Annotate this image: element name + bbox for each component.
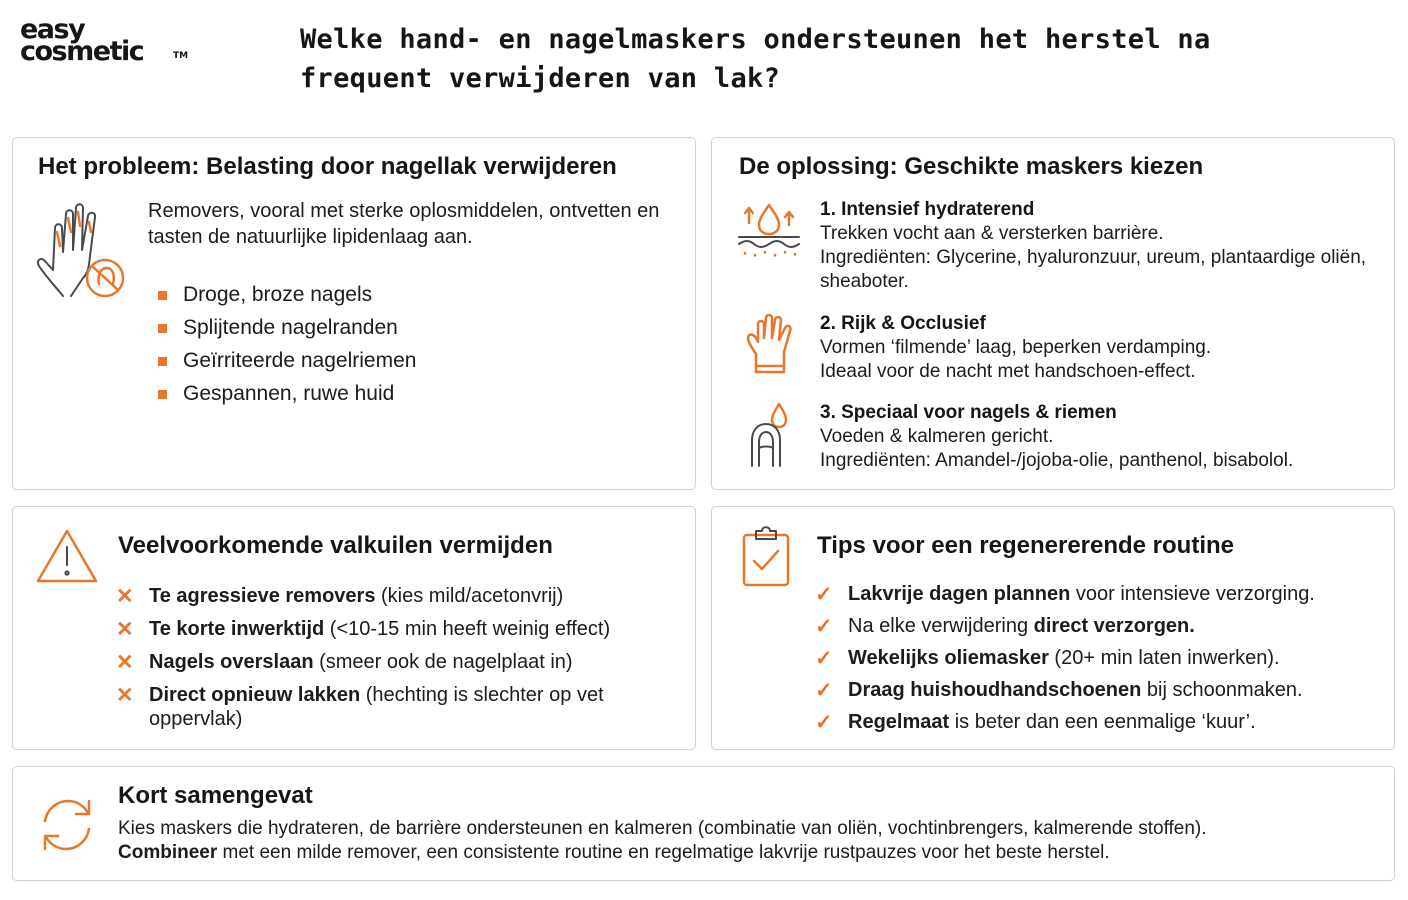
page-title: Welke hand- en nagelmaskers ondersteunen het herstel na frequent verwijderen van lak? — [300, 24, 1211, 94]
solution-item-line: Vormen ‘filmende’ laag, beperken verdamping. — [820, 337, 1212, 358]
summary-card — [12, 766, 1395, 881]
solution-title: De oplossing: Geschikte maskers kiezen — [739, 153, 1204, 180]
list-item: Gespannen, ruwe huid — [158, 380, 416, 413]
problem-card — [12, 137, 696, 490]
bullet-square-icon — [158, 357, 167, 366]
solution-card — [711, 137, 1395, 490]
problem-intro: Removers, vooral met sterke oplosmiddelen, ontvetten en tasten de natuurlijke lipidenlaag aan. — [148, 200, 660, 248]
list-item: ✓ Regelmaat is beter dan een eenmalige ‘kuur’. — [815, 711, 1256, 734]
brand-logo-line1: easy — [20, 14, 85, 45]
tips-list — [815, 582, 1385, 742]
tips-title: Tips voor een regenererende routine — [817, 532, 1235, 559]
solution-item-line: Ingrediënten: Glycerine, hyaluronzuur, ureum, plantaardige oliën, sheaboter. — [820, 247, 1367, 292]
check-icon: ✓ — [815, 583, 833, 606]
problem-list — [158, 281, 416, 413]
solution-item-line: Ingrediënten: Amandel-/jojoba-olie, panthenol, bisabolol. — [820, 450, 1294, 471]
list-item: ✕ Nagels overslaan (smeer ook de nagelplaat in) — [116, 651, 573, 674]
warning-icon — [35, 527, 99, 585]
cross-icon: ✕ — [116, 684, 134, 707]
list-item: Splijtende nagelranden — [158, 314, 416, 347]
brand-trademark: TM — [173, 51, 189, 61]
solution-item-line: Ideaal voor de nacht met handschoen-effect. — [820, 361, 1196, 382]
check-icon: ✓ — [815, 679, 833, 702]
bullet-square-icon — [158, 291, 167, 300]
solution-item-heading: 2. Rijk & Occlusief — [820, 313, 986, 334]
solution-item — [820, 312, 1380, 384]
list-item: ✓ Draag huishoudhandschoenen bij schoonmaken. — [815, 679, 1303, 702]
cross-icon: ✕ — [116, 585, 134, 608]
pitfalls-list — [116, 584, 676, 740]
list-item: Droge, broze nagels — [158, 281, 416, 314]
glove-icon — [744, 314, 798, 378]
bullet-square-icon — [158, 324, 167, 333]
summary-title: Kort samengevat — [118, 782, 313, 809]
brand-logo-line2: cosmetic — [20, 36, 144, 67]
list-item: ✕ Te agressieve removers (kies mild/acetonvrij) — [116, 585, 564, 608]
cross-icon: ✕ — [116, 618, 134, 641]
check-icon: ✓ — [815, 711, 833, 734]
solution-item — [820, 401, 1380, 473]
list-item: ✓ Lakvrije dagen plannen voor intensieve verzorging. — [815, 583, 1315, 606]
hand-icon — [35, 200, 131, 300]
list-item: ✕ Te korte inwerktijd (<10-15 min heeft weinig effect) — [116, 618, 611, 641]
nail-drop-icon — [748, 400, 794, 470]
pitfalls-card — [12, 506, 696, 750]
list-item: ✓ Na elke verwijdering direct verzorgen. — [815, 615, 1195, 638]
solution-item-line: Trekken vocht aan & versterken barrière. — [820, 223, 1164, 244]
bullet-square-icon — [158, 390, 167, 399]
refresh-icon — [37, 795, 97, 855]
clipboard-check-icon — [740, 523, 792, 589]
list-item: ✓ Wekelijks oliemasker (20+ min laten inwerken). — [815, 647, 1280, 670]
moisture-layer-icon — [737, 201, 801, 257]
tips-card — [711, 506, 1395, 750]
solution-item-line: Voeden & kalmeren gericht. — [820, 426, 1054, 447]
check-icon: ✓ — [815, 615, 833, 638]
solution-item-heading: 1. Intensief hydraterend — [820, 199, 1035, 220]
list-item: Geïrriteerde nagelriemen — [158, 347, 416, 380]
check-icon: ✓ — [815, 647, 833, 670]
problem-title: Het probleem: Belasting door nagellak verwijderen — [38, 153, 617, 180]
summary-line-1: Kies maskers die hydrateren, de barrière ondersteunen en kalmeren (combinatie van oliën, vochtinbrengers, kalmerende stoffen). — [118, 818, 1207, 839]
cross-icon: ✕ — [116, 651, 134, 674]
solution-item-heading: 3. Speciaal voor nagels & riemen — [820, 402, 1117, 423]
list-item: ✕ Direct opnieuw lakken (hechting is slechter op vet oppervlak) — [116, 684, 604, 730]
brand-logo — [20, 14, 190, 74]
solution-item — [820, 198, 1380, 294]
pitfalls-title: Veelvoorkomende valkuilen vermijden — [118, 532, 553, 559]
summary-line-2: Combineer met een milde remover, een consistente routine en regelmatige lakvrije rustpauzes voor het beste herstel. — [118, 842, 1110, 863]
